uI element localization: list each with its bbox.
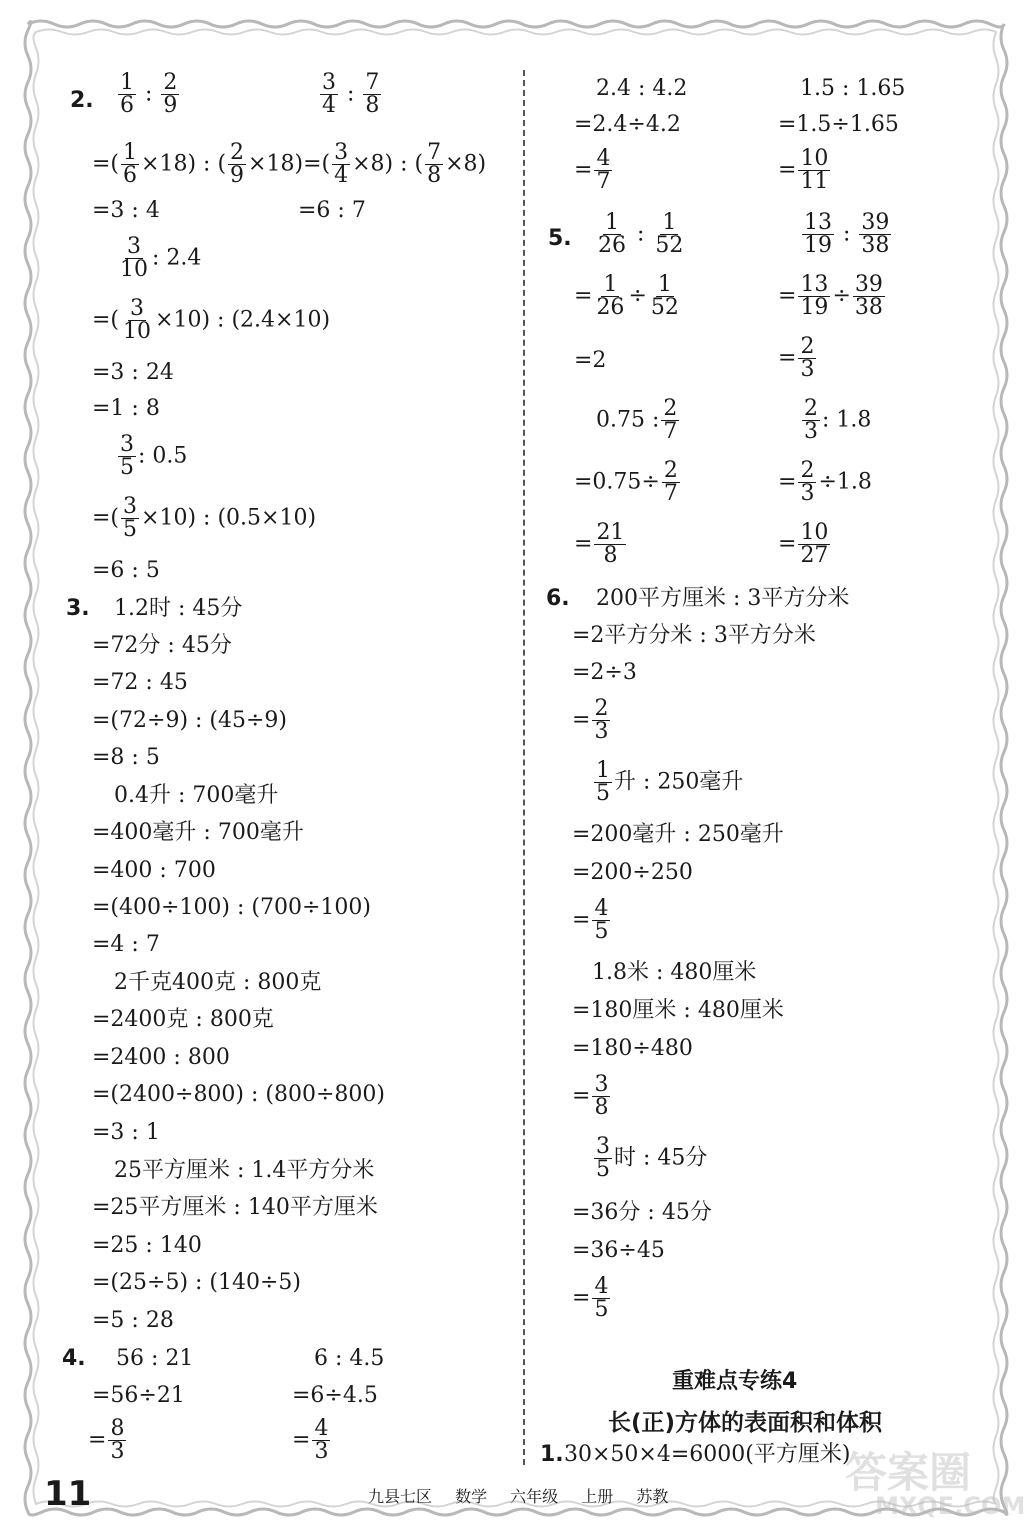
- r-top-b-2: =1.5÷1.65: [778, 112, 899, 137]
- q6-line-2: =2平方分米 : 3平方分米: [572, 623, 816, 648]
- q2-step-3a: =3 : 4: [92, 198, 160, 223]
- watermark-logo: 答案圈 MXQE.COM: [845, 1448, 1026, 1520]
- q5-c-2: =0.75÷ $\frac{2}{7}$: [574, 458, 678, 506]
- footer-text: 九县七区 数学 六年级 上册 苏教: [368, 1487, 669, 1506]
- q6-line-4: = $\frac{2}{3}$: [572, 696, 609, 744]
- q2-ratio-d: $\frac{3}{5}$ : 0.5: [120, 432, 188, 480]
- q5-d-2: = $\frac{2}{3}$ ÷1.8: [778, 458, 872, 506]
- q6-line-3: =2÷3: [572, 660, 637, 685]
- q3-line: =2400克 : 800克: [92, 1007, 274, 1032]
- q2-ratio-c: $\frac{3}{10}$ : 2.4: [120, 234, 202, 282]
- q6-line-8: = $\frac{4}{5}$: [572, 896, 609, 944]
- r-top-b-3: = $\frac{10}{11}$: [778, 146, 829, 194]
- q6-line-13: $\frac{3}{5}$ 时 : 45分: [596, 1134, 708, 1182]
- q2-step-2: =( $\frac{1}{6}$ ×18) : ( $\frac{2}{9}$ ×18)=( $\frac{3}{4}$ ×8) : ( $\frac{7}{8}$ ×8): [92, 140, 487, 188]
- r-top-a-1: 2.4 : 4.2: [596, 76, 688, 101]
- q5-d-1: $\frac{2}{3}$ : 1.8: [804, 396, 872, 444]
- q5-a-3: =2: [574, 348, 607, 373]
- section-q1-answer: 30×50×4=6000(平方厘米): [564, 1442, 851, 1467]
- q5-b-3: = $\frac{2}{3}$: [778, 334, 815, 382]
- q2-c-step-3: =3 : 24: [92, 360, 174, 385]
- r-top-b-1: 1.5 : 1.65: [800, 76, 906, 101]
- q6-line-16: = $\frac{4}{5}$: [572, 1274, 609, 1322]
- q3-line: =8 : 5: [92, 745, 160, 770]
- q6-line-11: =180÷480: [572, 1036, 693, 1061]
- q2-d-step-2: =( $\frac{3}{5}$ ×10) : (0.5×10): [92, 494, 317, 542]
- q3-line: 2千克400克 : 800克: [114, 970, 322, 995]
- q4-a-line-1: 56 : 21: [116, 1346, 194, 1371]
- q3-line: =5 : 28: [92, 1308, 174, 1333]
- q3-line: =400毫升 : 700毫升: [92, 820, 304, 845]
- q4-a-line-2: =56÷21: [92, 1383, 185, 1408]
- question-5-number: 5.: [548, 226, 572, 251]
- q2-c-step-4: =1 : 8: [92, 396, 160, 421]
- q6-line-15: =36÷45: [572, 1238, 665, 1263]
- question-2-number: 2.: [70, 88, 94, 113]
- question-3-number: 3.: [66, 596, 90, 621]
- q3-line: =3 : 1: [92, 1120, 160, 1145]
- q4-b-line-3: = $\frac{4}{3}$: [292, 1416, 329, 1464]
- q3-line: =400 : 700: [92, 858, 216, 883]
- page-number: 11: [44, 1474, 92, 1514]
- q5-a-2: = $\frac{1}{26}$ ÷ $\frac{1}{52}$: [574, 272, 679, 320]
- q3-line: =72 : 45: [92, 670, 188, 695]
- q4-b-line-2: =6÷4.5: [292, 1383, 378, 1408]
- section-q1-number: 1.: [540, 1442, 564, 1467]
- q5-b-1: $\frac{13}{19}$ : $\frac{39}{38}$: [804, 210, 890, 258]
- q3-line: 25平方厘米 : 1.4平方分米: [114, 1158, 375, 1183]
- q3-line: =(400÷100) : (700÷100): [92, 895, 371, 920]
- q3-line: 0.4升 : 700毫升: [114, 783, 279, 808]
- q3-line: =(2400÷800) : (800÷800): [92, 1082, 385, 1107]
- q6-line-12: = $\frac{3}{8}$: [572, 1072, 609, 1120]
- column-divider: [523, 70, 525, 1465]
- r-top-a-3: = $\frac{4}{7}$: [574, 146, 611, 194]
- q5-c-3: = $\frac{21}{8}$: [574, 520, 625, 568]
- section-title: 重难点专练4: [672, 1369, 798, 1394]
- q3-line: =25平方厘米 : 140平方厘米: [92, 1195, 378, 1220]
- q2-ratio-a: $\frac{1}{6}$ : $\frac{2}{9}$: [120, 70, 178, 118]
- question-6-number: 6.: [546, 586, 570, 611]
- r-top-a-2: =2.4÷4.2: [574, 112, 681, 137]
- q3-line: =(72÷9) : (45÷9): [92, 708, 288, 733]
- q5-b-2: = $\frac{13}{19}$ ÷ $\frac{39}{38}$: [778, 272, 883, 320]
- q5-c-1: 0.75 : $\frac{2}{7}$: [596, 396, 678, 444]
- q6-line-6: =200毫升 : 250毫升: [572, 822, 784, 847]
- q4-b-line-1: 6 : 4.5: [314, 1346, 385, 1371]
- section-subtitle: 长(正)方体的表面积和体积: [608, 1410, 883, 1436]
- q6-line-9: 1.8米 : 480厘米: [592, 960, 757, 985]
- q3-line: =25 : 140: [92, 1233, 202, 1258]
- q6-line-7: =200÷250: [572, 860, 693, 885]
- q3-line: 1.2时 : 45分: [114, 596, 243, 621]
- q6-line-14: =36分 : 45分: [572, 1200, 712, 1225]
- q5-d-3: = $\frac{10}{27}$: [778, 520, 829, 568]
- q6-line-10: =180厘米 : 480厘米: [572, 998, 784, 1023]
- q2-ratio-b: $\frac{3}{4}$ : $\frac{7}{8}$: [322, 70, 380, 118]
- q3-line: =4 : 7: [92, 932, 160, 957]
- q6-line-1: 200平方厘米 : 3平方分米: [596, 586, 850, 611]
- q4-a-line-3: = $\frac{8}{3}$: [88, 1416, 125, 1464]
- q5-a-1: $\frac{1}{26}$ : $\frac{1}{52}$: [598, 210, 684, 258]
- q3-line: =72分 : 45分: [92, 633, 232, 658]
- q2-c-step-2: =( $\frac{3}{10}$ ×10) : (2.4×10): [92, 296, 331, 344]
- q2-step-3b: =6 : 7: [298, 198, 366, 223]
- question-4-number: 4.: [62, 1346, 86, 1371]
- q3-line: =2400 : 800: [92, 1045, 230, 1070]
- q3-line: =(25÷5) : (140÷5): [92, 1270, 302, 1295]
- q2-d-step-3: =6 : 5: [92, 558, 160, 583]
- q6-line-5: $\frac{1}{5}$ 升 : 250毫升: [596, 758, 744, 806]
